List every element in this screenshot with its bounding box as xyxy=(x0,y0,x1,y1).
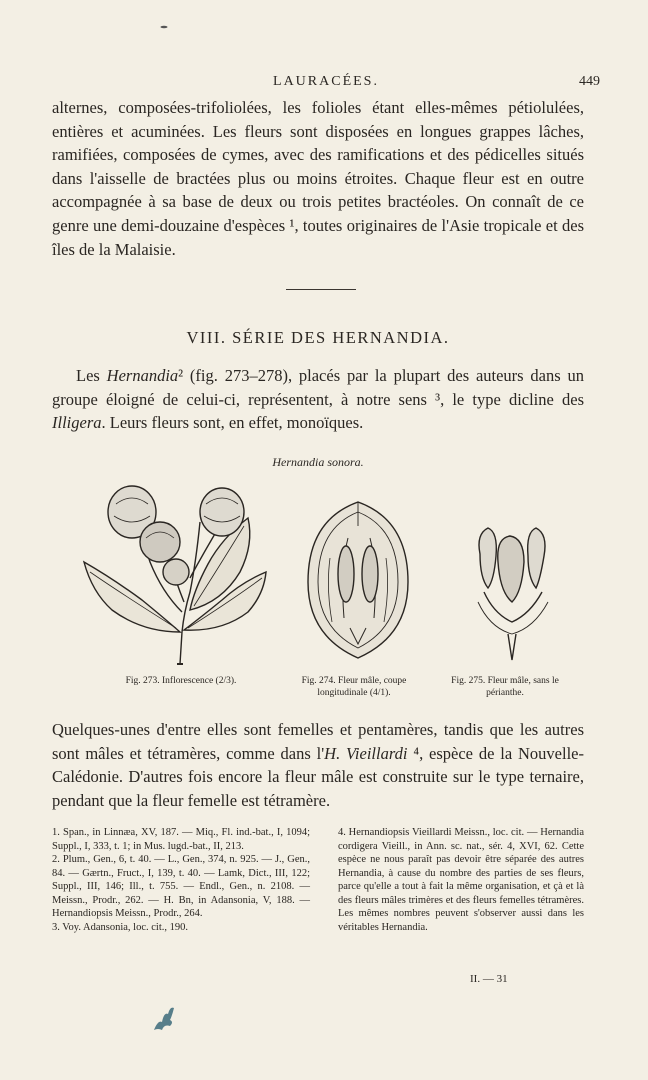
footnote-4: 4. Hernandiopsis Vieillardi Meissn., loc. cit. — Hernandia cordigera Vieill., in Ann. sc. nat., sér. 4, XVI, 62. Cette espèce ne nous paraît pas devoir être séparée des autres Hernandia, à cause du nombre des parties de ses fleurs, parce qu'elle a tout à fait la même organisation, et çà et là des fleurs mâles trimères et des fleurs femelles tétramères. Les mêmes nombres peuvent s'observer aussi dans les véritables Hernandia. xyxy=(338,827,584,933)
flower-section-illustration xyxy=(300,498,416,666)
section-divider xyxy=(286,289,356,290)
library-stamp-icon xyxy=(148,1000,180,1039)
footnote-2: 2. Plum., Gen., 6, t. 40. — L., Gen., 374, n. 925. — J., Gen., 84. — Gærtn., Fruct., I, 139, t. 40. — Lamk, Dict., III, 122; Suppl., III, 146; Ill., t. 755. — Endl., Gen., n. 2108. — Meissn., Prodr., 262. — H. Bn, in Adansonia, V, 188. — Hernandiopsis Meissn., Prodr., 264. xyxy=(52,854,310,919)
illigera-name: Illigera xyxy=(52,413,102,433)
section-title: VIII. SÉRIE DES HERNANDIA. xyxy=(186,328,450,347)
paragraph-3 xyxy=(52,718,584,812)
paragraph-2-part-3: . Leurs fleurs sont, en effet, monoïques. xyxy=(101,413,364,433)
caption-fig-273: Fig. 273. Inflorescence (2/3). xyxy=(125,676,237,686)
paragraph-1: alternes, composées-trifoliolées, les folioles étant elles-mêmes pétiolulées, entières et acuminées. Les fleurs sont disposées en longues grappes lâches, ramifiées, composées de cymes, avec des ramifications et des pédicelles situés dans l'aisselle de bractées plus ou moins étroites. Chaque fleur est en outre accompagnée à sa base de deux ou trois petites bractéoles. On connaît de ce genre une demi-douzaine d'espèces ¹, toutes originaires de l'Asie tropicale et des îles de la Malaisie. xyxy=(52,98,584,259)
page-header xyxy=(52,74,600,96)
footnote-1: 1. Span., in Linnæa, XV, 187. — Miq., Fl. ind.-bat., I, 1094; Suppl., I, 333, t. 1; in Mus. lugd.-bat., II, 213. xyxy=(52,827,310,852)
page-number: 449 xyxy=(579,74,600,89)
paragraph-2-part-2: ² (fig. 273–278), placés par la plupart des auteurs dans un groupe éloigné de celui-ci, représentent, à notre sens ³, le type dicline des xyxy=(52,366,584,409)
caption-fig-274: Fig. 274. Fleur mâle, coupe longitudinale (4/1). xyxy=(301,676,407,698)
signature-mark: II. — 31 xyxy=(470,973,508,985)
footnote-3: 3. Voy. Adansonia, loc. cit., 190. xyxy=(52,921,189,933)
paragraph-2 xyxy=(52,364,584,435)
ink-speck xyxy=(160,16,168,34)
paragraph-2-part-1: Les xyxy=(76,366,107,385)
figure-273-inflorescence xyxy=(72,482,272,672)
inflorescence-illustration xyxy=(72,482,272,672)
footnotes-right xyxy=(338,826,584,934)
figure-274-male-flower-section xyxy=(300,498,416,666)
species-name: H. Vieillardi xyxy=(324,743,408,763)
genus-name: Hernandia xyxy=(106,366,179,385)
running-head: LAURACÉES. xyxy=(273,74,379,89)
figure-title: Hernandia sonora. xyxy=(272,455,364,469)
footnotes-left xyxy=(52,826,310,934)
figure-275-male-flower-without-perianth xyxy=(464,518,560,664)
flower-stamens-illustration xyxy=(464,518,560,664)
paragraph-3-part-1: Quelques-unes d'entre elles sont femelles et pentamères, tandis que les autres sont mâles et tétramères, comme dans l' xyxy=(52,720,584,763)
caption-fig-275: Fig. 275. Fleur mâle, sans le périanthe. xyxy=(451,676,559,698)
paragraph-3-part-2: ⁴, espèce de la Nouvelle-Calédonie. D'autres fois encore la fleur mâle est construite sur le type ternaire, pendant que la fleur femelle est tétramère. xyxy=(52,743,584,810)
